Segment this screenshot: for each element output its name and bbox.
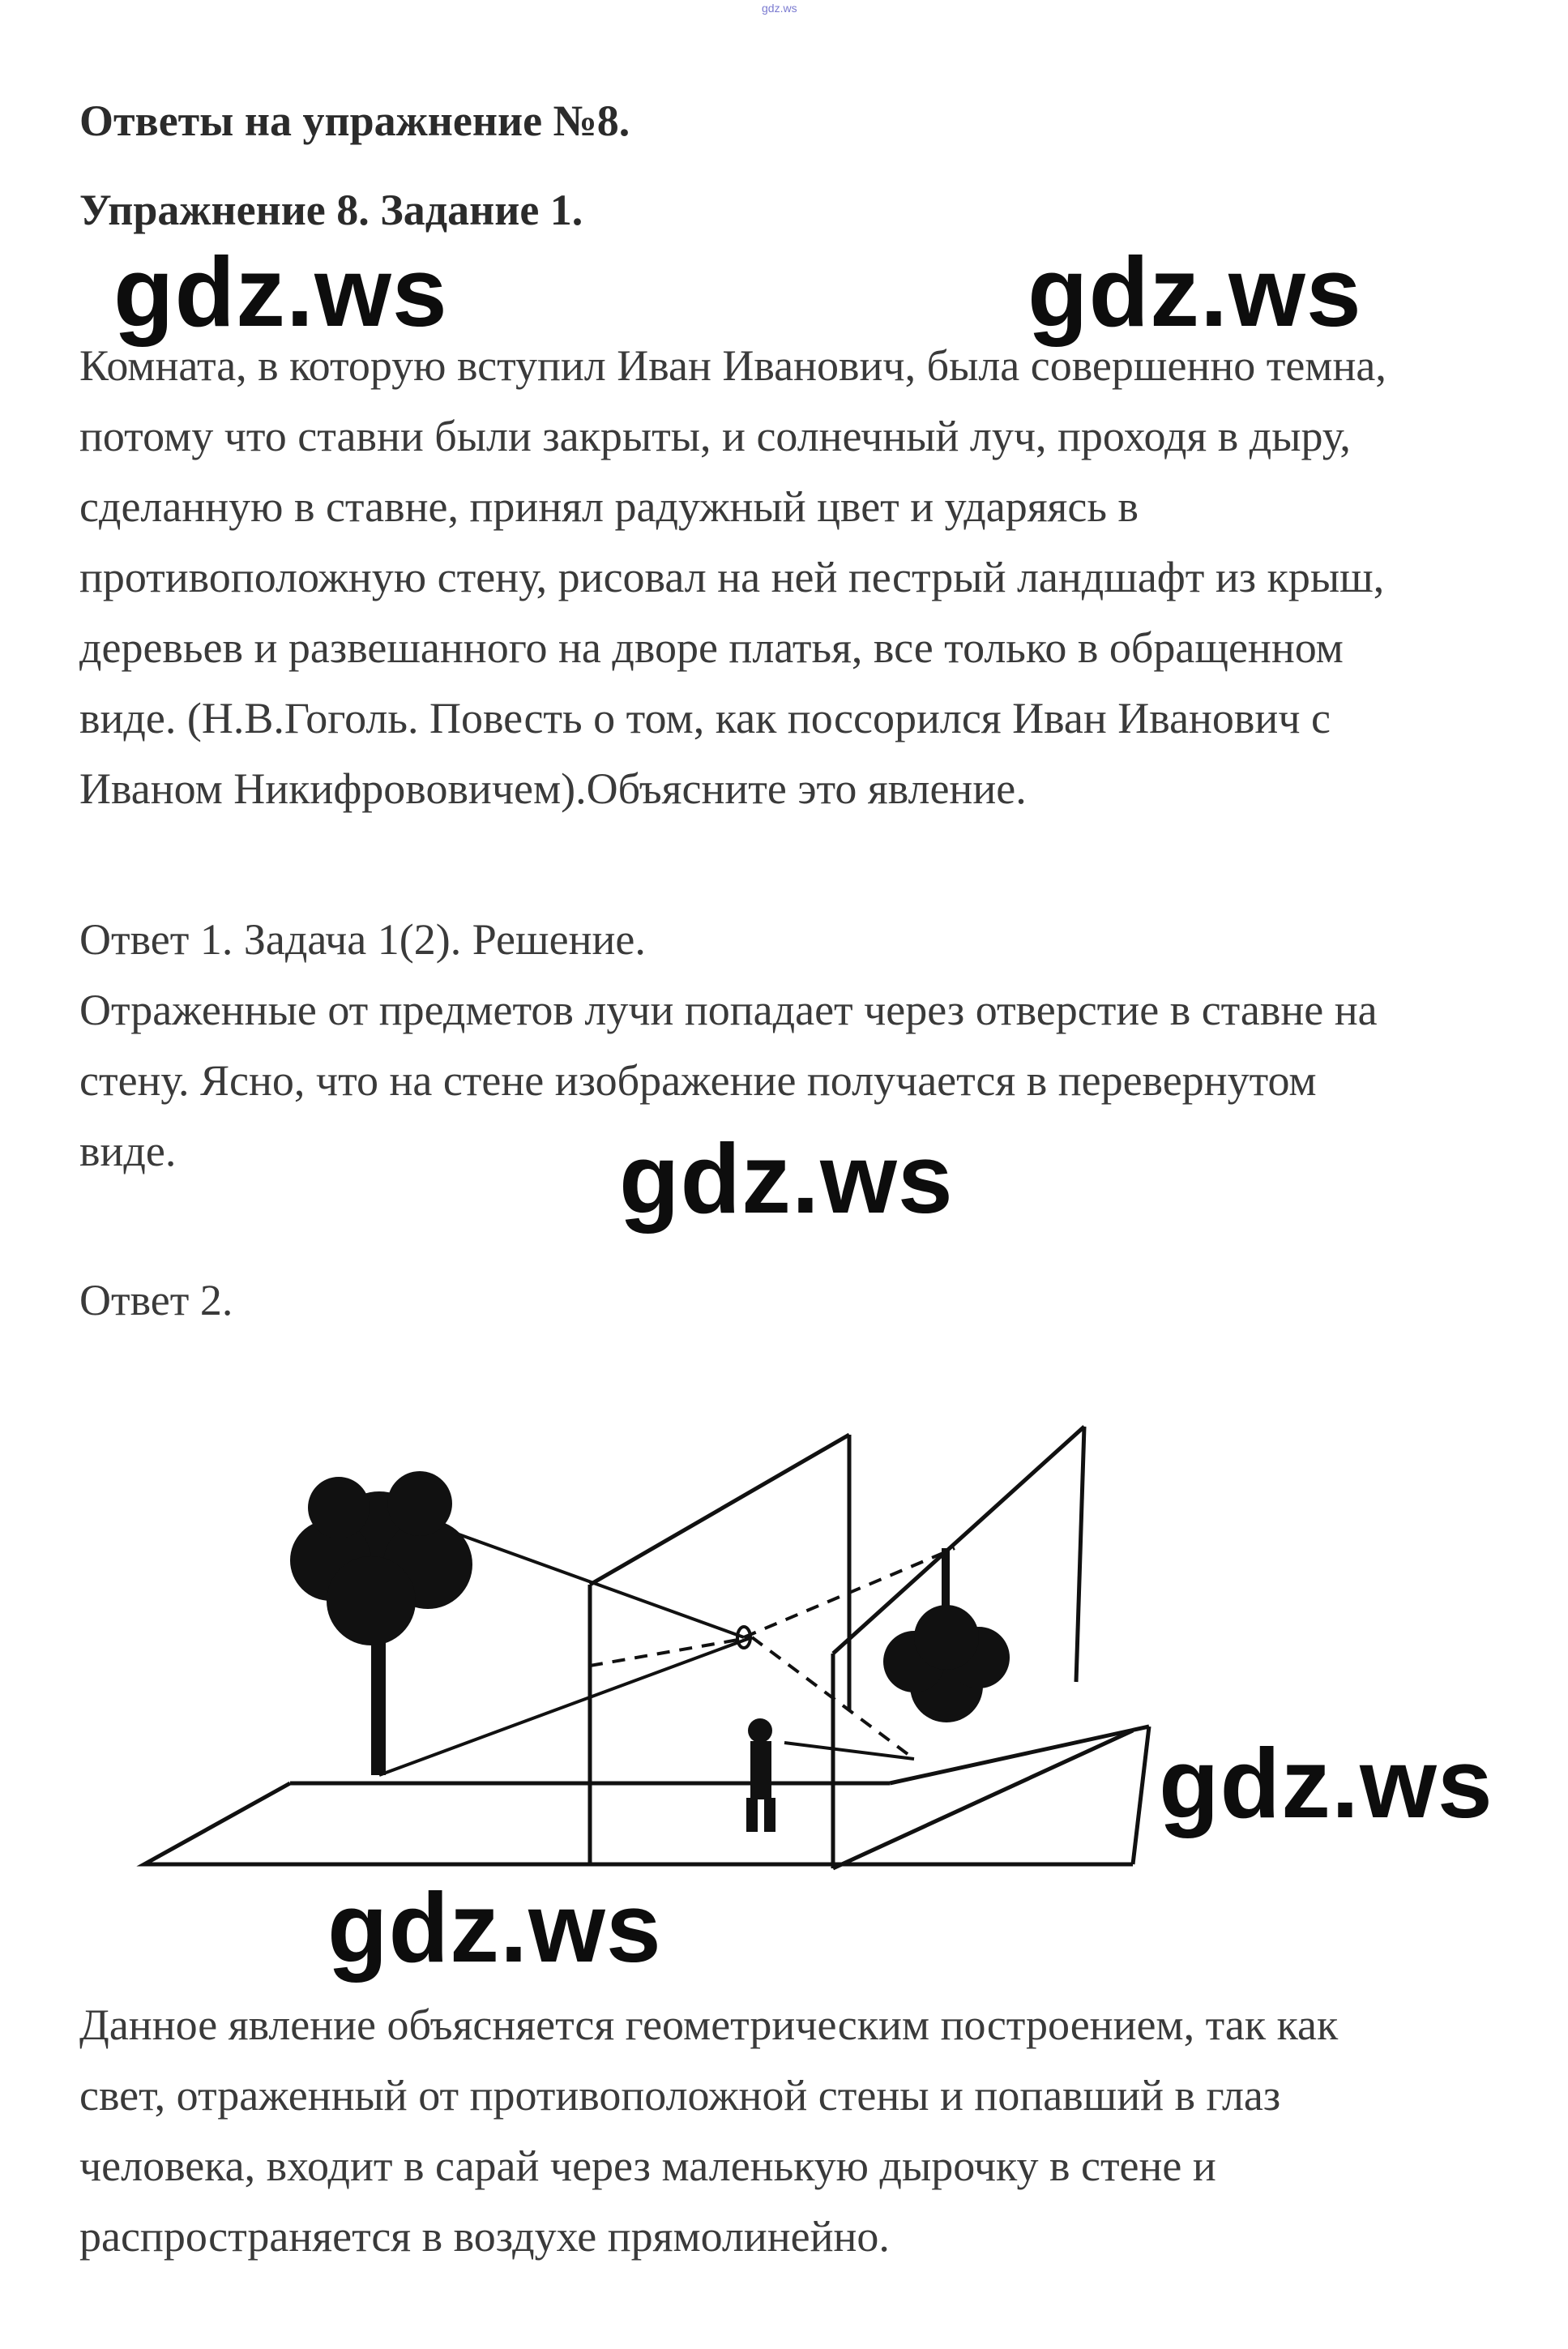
task-line: Комната, в которую вступил Иван Иванович, была совершенно темна, xyxy=(79,341,1386,390)
inverted-tree-image xyxy=(883,1548,1010,1722)
conclusion-line: человека, входит в сарай через маленькую дырочку в стене и xyxy=(79,2141,1216,2190)
task-text xyxy=(79,331,1522,824)
task-line: сделанную в ставне, принял радужный цвет и ударяясь в xyxy=(79,482,1139,531)
task-line: противоположную стену, рисовал на ней пестрый ландшафт из крыш, xyxy=(79,553,1385,601)
exercise-subtitle: Упражнение 8. Задание 1. xyxy=(79,186,583,234)
conclusion-line: Данное явление объясняется геометрическим построением, так как xyxy=(79,2000,1339,2049)
tree xyxy=(290,1471,472,1775)
conclusion-line: свет, отраженный от противоположной стены и попавший в глаз xyxy=(79,2071,1281,2120)
page-title: Ответы на упражнение №8. xyxy=(79,96,630,145)
answer1-line: Отраженные от предметов лучи попадает через отверстие в ставне на xyxy=(79,986,1378,1034)
watermark: gdz.ws xyxy=(113,237,448,347)
watermark: gdz.ws xyxy=(1028,237,1362,347)
conclusion-text xyxy=(79,1990,1522,2272)
answer2-heading: Ответ 2. xyxy=(79,1276,233,1324)
conclusion-line: распространяется в воздухе прямолинейно. xyxy=(79,2212,890,2261)
task-line: потому что ставни были закрыты, и солнечный луч, проходя в дыру, xyxy=(79,412,1351,460)
person-figure xyxy=(746,1718,775,1832)
answer1-heading: Ответ 1. Задача 1(2). Решение. xyxy=(79,915,646,964)
ground-plane xyxy=(144,1726,1149,1864)
task-line: Иваном Никифрововичем).Объясните это явление. xyxy=(79,764,1027,813)
camera-obscura-diagram xyxy=(104,1418,1157,1889)
watermark: gdz.ws xyxy=(327,1872,662,1983)
watermark: gdz.ws xyxy=(619,1123,954,1234)
task-line: виде. (Н.В.Гоголь. Повесть о том, как поссорился Иван Иванович с xyxy=(79,694,1331,742)
task-line: деревьев и развешанного на дворе платья, все только в обращенном xyxy=(79,623,1344,672)
answer1-line: виде. xyxy=(79,1127,177,1175)
top-watermark: gdz.ws xyxy=(762,2,797,15)
answer1-line: стену. Ясно, что на стене изображение получается в перевернутом xyxy=(79,1056,1317,1105)
watermark: gdz.ws xyxy=(1159,1728,1493,1838)
